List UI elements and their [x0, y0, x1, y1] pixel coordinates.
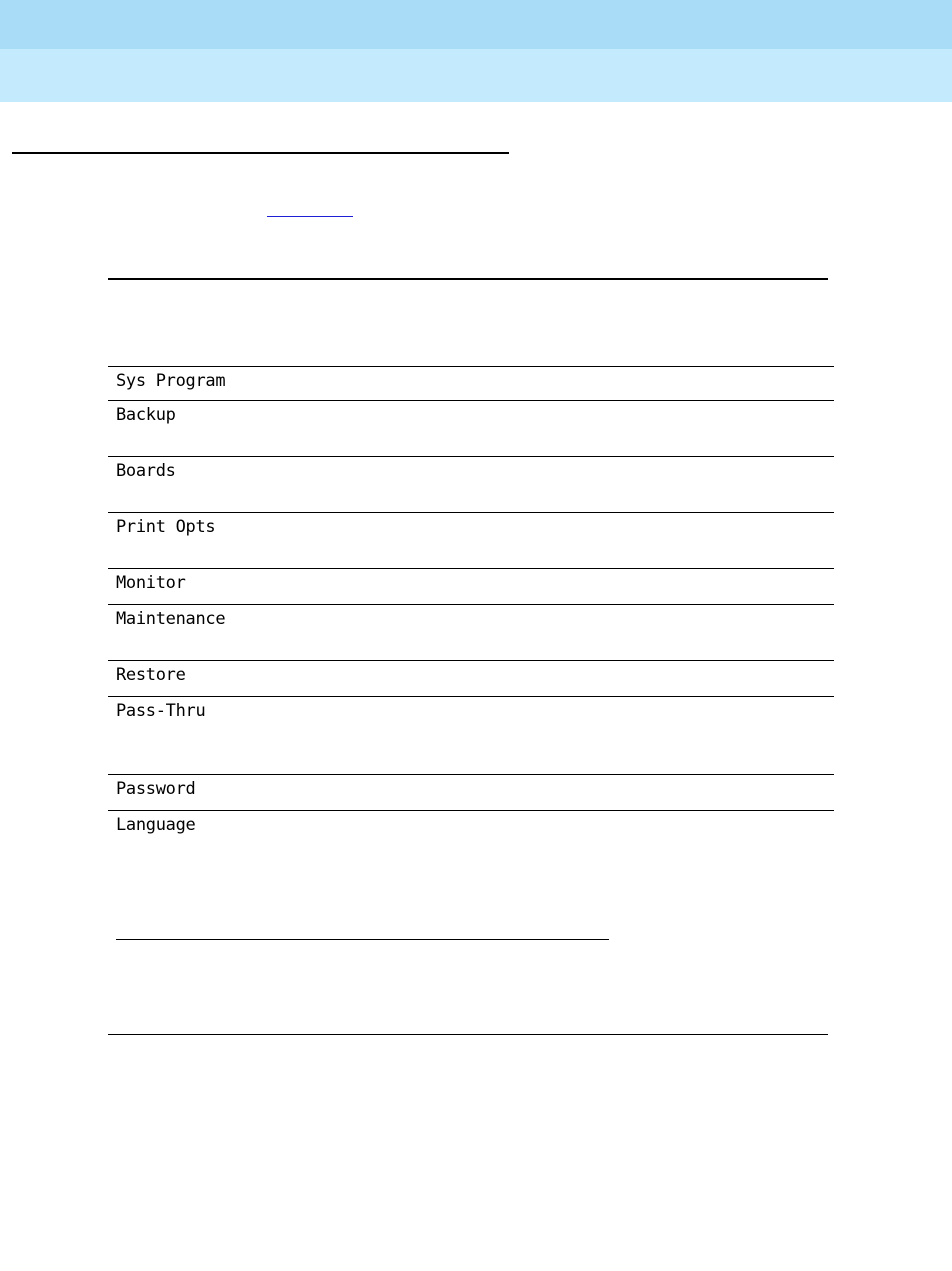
menu-label: Backup — [116, 405, 176, 425]
menu-row-language — [108, 810, 834, 870]
menu-row-monitor — [108, 568, 834, 604]
menu-row-restore — [108, 660, 834, 696]
menu-label: Monitor — [116, 573, 186, 593]
menu-row-backup — [108, 400, 834, 456]
table-top-rule — [108, 278, 828, 280]
cross-reference-link[interactable] — [267, 216, 353, 217]
menu-row-password — [108, 774, 834, 810]
table-bottom-rule — [108, 1034, 828, 1035]
menu-row-print-opts — [108, 512, 834, 568]
menu-label: Language — [116, 815, 196, 835]
menu-label: Password — [116, 779, 196, 799]
menu-label: Restore — [116, 665, 186, 685]
menu-label: Pass-Thru — [116, 701, 206, 721]
footnote-rule — [116, 939, 609, 940]
header-band-top — [0, 0, 952, 49]
menu-options-table — [108, 366, 834, 870]
menu-row-pass-thru — [108, 696, 834, 774]
section-heading-rule — [12, 152, 509, 154]
header-band-bottom — [0, 49, 952, 102]
menu-row-sys-program — [108, 366, 834, 400]
menu-label: Maintenance — [116, 609, 226, 629]
menu-label: Sys Program — [116, 371, 226, 391]
menu-label: Print Opts — [116, 517, 216, 537]
menu-row-boards — [108, 456, 834, 512]
menu-label: Boards — [116, 461, 176, 481]
menu-row-maintenance — [108, 604, 834, 660]
